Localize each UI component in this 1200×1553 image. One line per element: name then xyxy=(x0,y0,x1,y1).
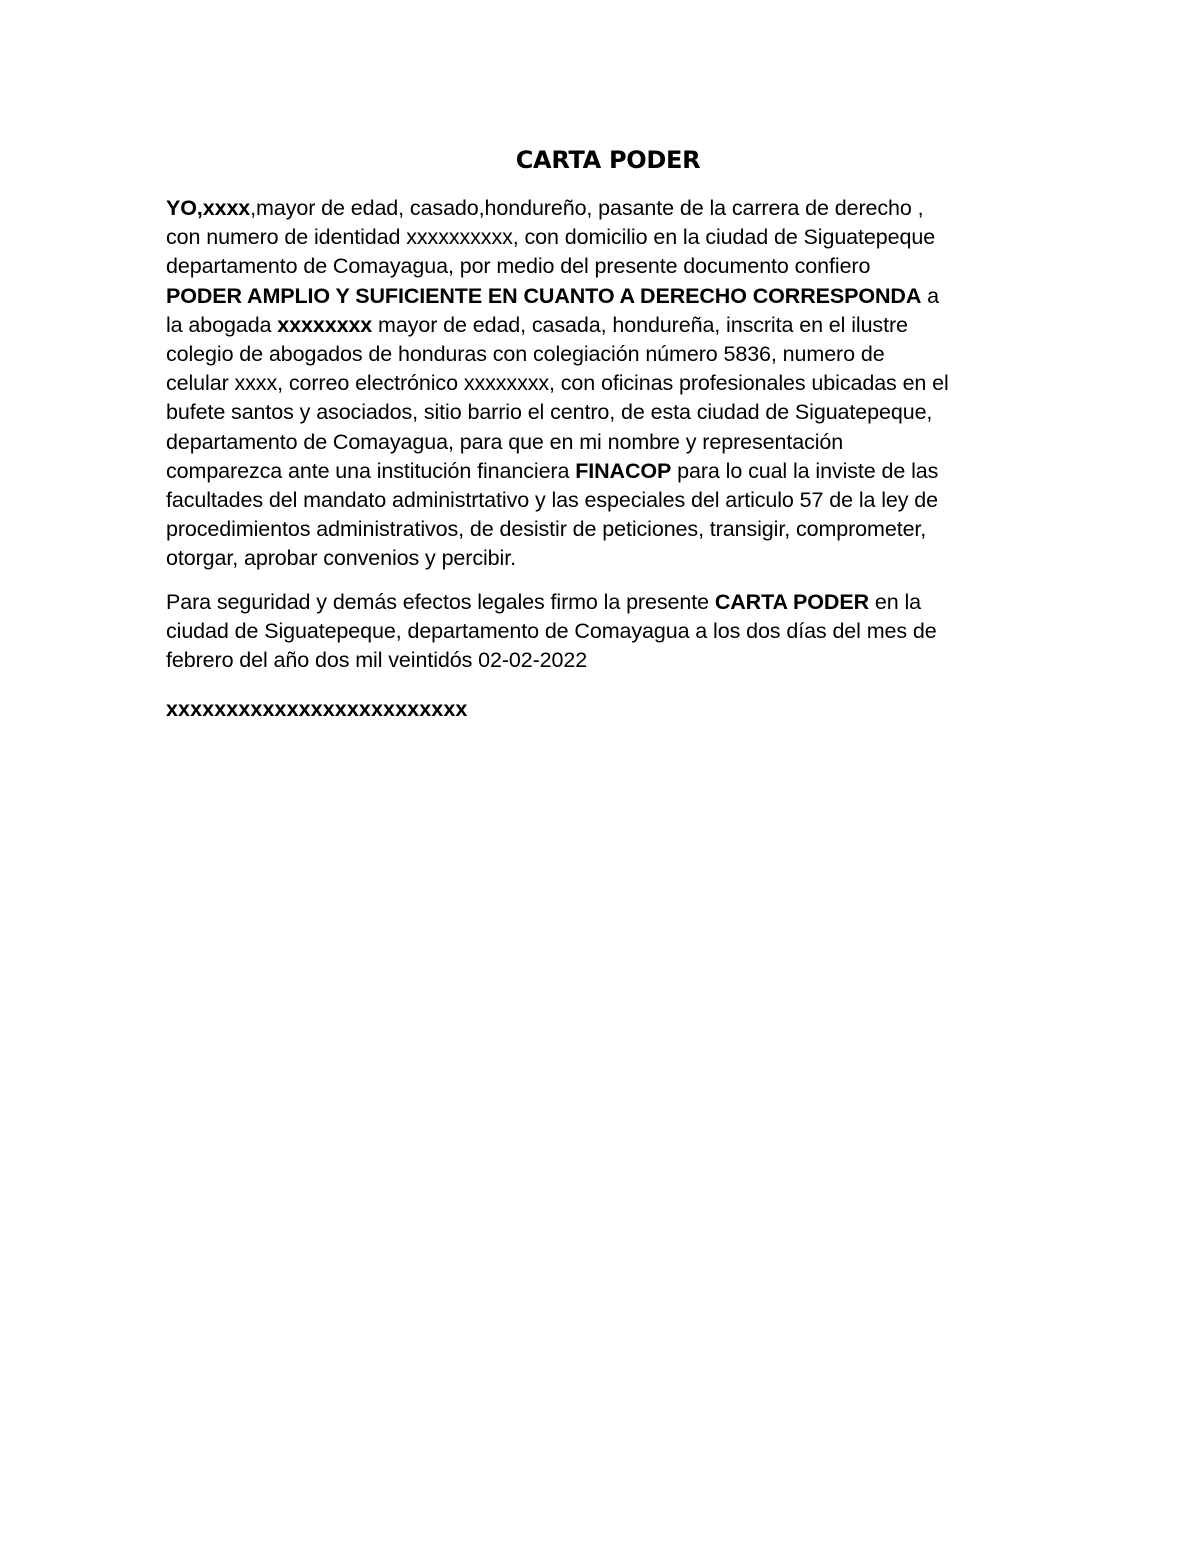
text-run: departamento de Comayagua, para que en mi nombre y representación xyxy=(166,429,844,454)
text-run: otorgar, aprobar convenios y percibir. xyxy=(166,546,516,571)
text-run: ciudad de Siguatepeque, departamento de Comayagua a los dos días del mes de xyxy=(166,618,937,643)
paragraph-closing xyxy=(166,588,1046,676)
text-run: colegio de abogados de honduras con colegiación número 5836, numero de xyxy=(166,342,885,367)
text-run: a xyxy=(921,283,939,308)
text-run: la abogada xyxy=(166,312,278,337)
text-run: para lo cual la inviste de las xyxy=(671,458,939,483)
text-run: Para seguridad y demás efectos legales firmo la presente xyxy=(166,589,715,614)
bold-text-run: CARTA PODER xyxy=(714,589,870,614)
document-title: CARTA PODER xyxy=(515,146,701,174)
text-run: procedimientos administrativos, de desistir de peticiones, transigir, comprometer, xyxy=(166,517,927,542)
text-run: facultades del mandato administrtativo y las especiales del articulo 57 de la ley de xyxy=(166,488,939,513)
text-run: febrero del año dos mil veintidós 02-02-2022 xyxy=(166,648,588,673)
document-page xyxy=(166,138,1046,724)
text-run: mayor de edad, casada, hondureña, inscrita en el ilustre xyxy=(372,312,908,337)
text-run: con numero de identidad xxxxxxxxxx, con domicilio en la ciudad de Siguatepeque xyxy=(166,225,936,250)
text-run: ,mayor de edad, casado,hondureño, pasante de la carrera de derecho , xyxy=(250,196,924,220)
bold-text-run: xxxxxxxx xyxy=(277,312,373,337)
text-run: en la xyxy=(869,589,922,614)
bold-text-run: FINACOP xyxy=(575,458,672,483)
text-run: celular xxxx, correo electrónico xxxxxxxx, con oficinas profesionales ubicadas en el xyxy=(166,371,949,396)
bold-text-run: PODER AMPLIO Y SUFICIENTE EN CUANTO A DERECHO CORRESPONDA xyxy=(166,283,922,308)
paragraph-grant-of-power xyxy=(166,194,1046,574)
text-run: bufete santos y asociados, sitio barrio el centro, de esta ciudad de Siguatepeque, xyxy=(166,400,933,425)
text-run: departamento de Comayagua, por medio del presente documento confiero xyxy=(166,254,871,279)
signature-line: xxxxxxxxxxxxxxxxxxxxxxxxx xyxy=(166,697,468,722)
bold-text-run: YO,xxxx xyxy=(166,196,251,220)
text-run: comparezca ante una institución financiera xyxy=(166,458,576,483)
